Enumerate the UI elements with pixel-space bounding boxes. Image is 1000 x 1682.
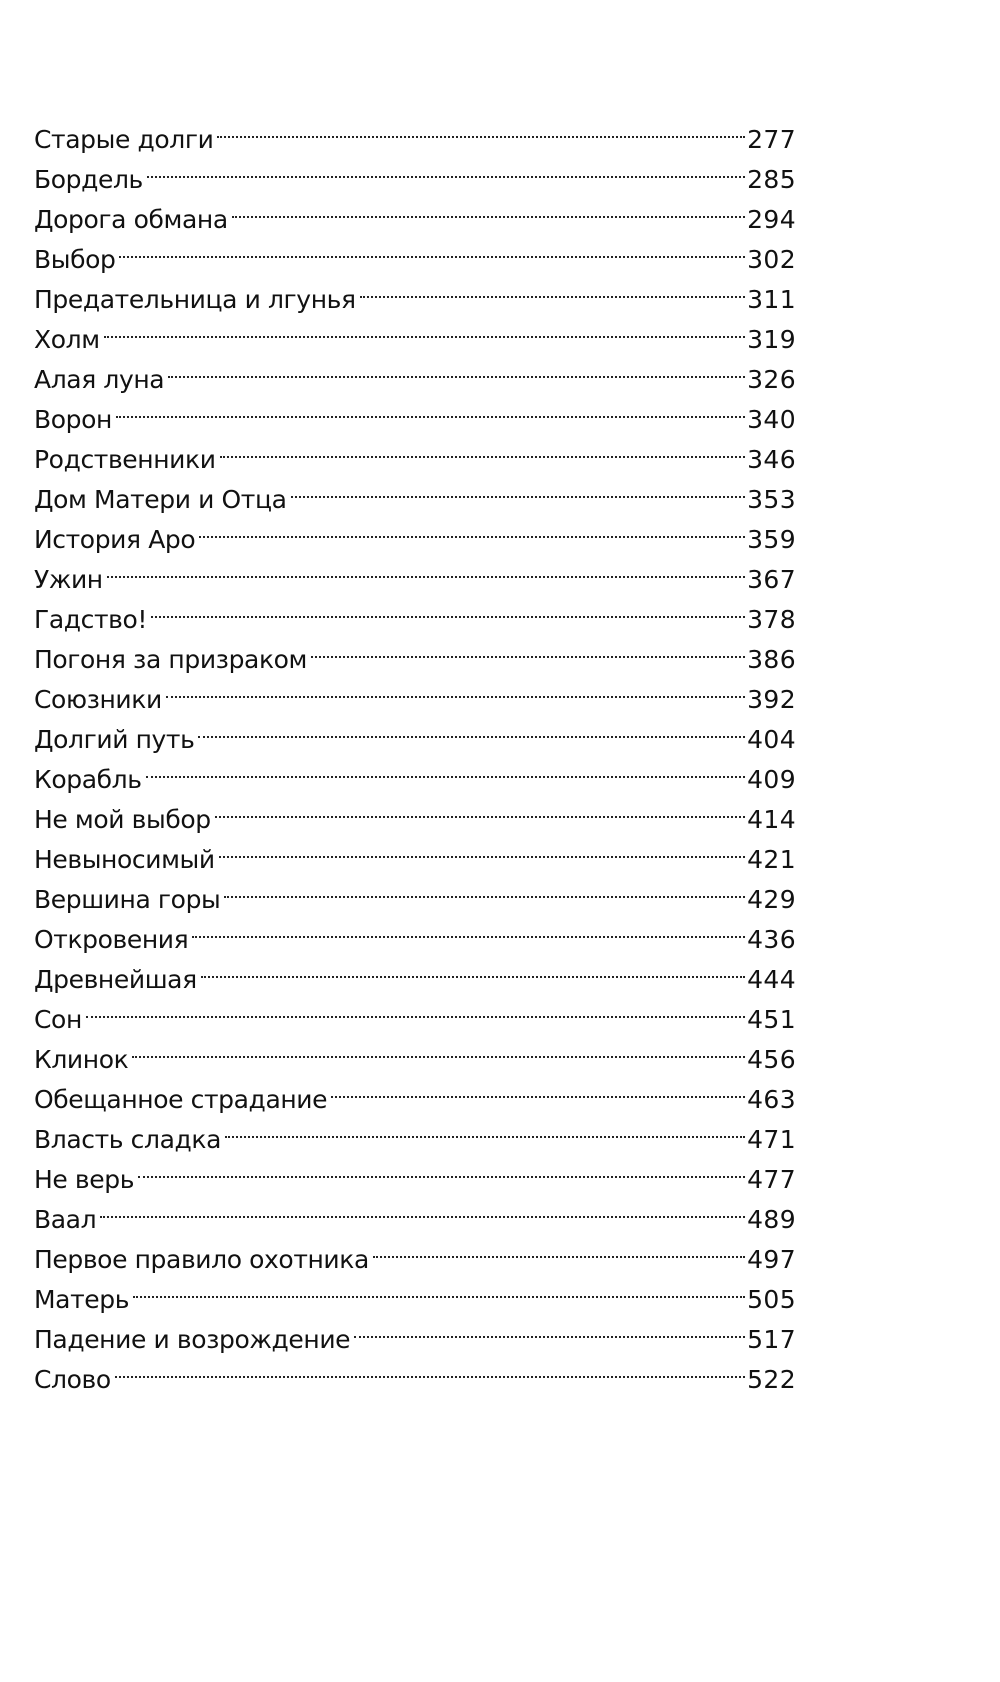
table-of-contents [34,108,796,1394]
toc-entry-page-number: 429 [747,885,796,914]
toc-entry-page-number: 392 [747,685,796,714]
toc-entry-title: Долгий путь [34,725,195,754]
dot-leader [138,1148,745,1188]
toc-entry-title: Ужин [34,565,103,594]
dot-leader [311,628,745,668]
dot-leader [199,508,745,548]
toc-entry-title: Падение и возрождение [34,1325,351,1354]
dot-leader [354,1308,745,1348]
toc-entry-title: Дом Матери и Отца [34,485,287,514]
dot-leader [360,268,745,308]
toc-entry-title: Невыносимый [34,845,215,874]
dot-leader [168,348,745,388]
toc-entry-title: Первое правило охотника [34,1245,369,1274]
toc-entry-title: Ваал [34,1205,97,1234]
dot-leader [224,868,745,908]
toc-entry [34,348,796,394]
dot-leader [100,1188,745,1228]
toc-entry [34,268,796,314]
toc-entry-page-number: 463 [747,1085,796,1114]
toc-entry-title: История Аро [34,525,196,554]
toc-entry-page-number: 505 [747,1285,796,1314]
dot-leader [86,988,745,1028]
toc-entry-title: Ворон [34,405,112,434]
toc-entry [34,188,796,234]
toc-entry-title: Древнейшая [34,965,197,994]
toc-entry-page-number: 444 [747,965,796,994]
toc-entry [34,1068,796,1114]
toc-entry-title: Дорога обмана [34,205,228,234]
dot-leader [215,788,745,828]
dot-leader [220,428,746,468]
dot-leader [132,1028,745,1068]
toc-entry [34,548,796,594]
toc-entry-page-number: 353 [747,485,796,514]
toc-entry-title: Матерь [34,1285,130,1314]
toc-entry-title: Власть сладка [34,1125,221,1154]
dot-leader [291,468,746,508]
toc-entry-title: Слово [34,1365,111,1394]
toc-entry-title: Сон [34,1005,82,1034]
toc-entry-title: Холм [34,325,100,354]
toc-entry-page-number: 497 [747,1245,796,1274]
dot-leader [331,1068,745,1108]
dot-leader [147,148,745,188]
toc-entry-title: Предательница и лгунья [34,285,356,314]
dot-leader [219,828,745,868]
toc-entry-page-number: 414 [747,805,796,834]
toc-entry [34,1148,796,1194]
toc-entry-page-number: 346 [747,445,796,474]
toc-entry [34,1028,796,1074]
dot-leader [373,1228,745,1268]
toc-entry-page-number: 311 [747,285,796,314]
toc-entry-title: Клинок [34,1045,129,1074]
toc-entry [34,388,796,434]
toc-entry-title: Родственники [34,445,216,474]
toc-entry-page-number: 294 [747,205,796,234]
toc-entry-page-number: 302 [747,245,796,274]
toc-entry [34,428,796,474]
dot-leader [133,1268,745,1308]
toc-entry-page-number: 367 [747,565,796,594]
toc-entry-title: Не мой выбор [34,805,211,834]
toc-entry [34,1308,796,1354]
toc-entry-title: Корабль [34,765,142,794]
toc-entry-title: Обещанное страдание [34,1085,328,1114]
toc-entry-title: Союзники [34,685,162,714]
dot-leader [151,588,745,628]
toc-entry [34,788,796,834]
toc-entry [34,1268,796,1314]
dot-leader [116,388,745,428]
toc-entry-page-number: 477 [747,1165,796,1194]
dot-leader [146,748,746,788]
toc-entry-title: Бордель [34,165,143,194]
toc-entry-page-number: 489 [747,1205,796,1234]
toc-entry-page-number: 378 [747,605,796,634]
toc-entry [34,308,796,354]
toc-entry [34,228,796,274]
toc-entry [34,1188,796,1234]
toc-entry-title: Выбор [34,245,116,274]
dot-leader [225,1108,745,1148]
dot-leader [198,708,745,748]
toc-entry-page-number: 456 [747,1045,796,1074]
toc-entry [34,988,796,1034]
toc-entry-title: Погоня за призраком [34,645,308,674]
toc-entry-page-number: 319 [747,325,796,354]
toc-entry [34,588,796,634]
toc-entry-page-number: 409 [747,765,796,794]
toc-entry-page-number: 471 [747,1125,796,1154]
dot-leader [166,668,745,708]
toc-entry-title: Не верь [34,1165,135,1194]
toc-entry-title: Старые долги [34,125,214,154]
toc-entry [34,1348,796,1394]
dot-leader [107,548,745,588]
toc-entry-page-number: 404 [747,725,796,754]
toc-entry-title: Алая луна [34,365,165,394]
toc-entry-page-number: 517 [747,1325,796,1354]
dot-leader [192,908,745,948]
toc-entry [34,108,796,154]
toc-entry-page-number: 436 [747,925,796,954]
toc-entry-title: Откровения [34,925,189,954]
toc-entry-page-number: 326 [747,365,796,394]
toc-entry-page-number: 522 [747,1365,796,1394]
toc-entry [34,1228,796,1274]
dot-leader [115,1348,745,1388]
toc-entry [34,148,796,194]
toc-entry-page-number: 277 [747,125,796,154]
toc-entry [34,628,796,674]
toc-entry-page-number: 451 [747,1005,796,1034]
toc-entry [34,748,796,794]
toc-entry-title: Гадство! [34,605,148,634]
dot-leader [217,108,745,148]
toc-entry-page-number: 340 [747,405,796,434]
dot-leader [119,228,745,268]
dot-leader [104,308,745,348]
toc-entry-title: Вершина горы [34,885,221,914]
toc-entry-page-number: 386 [747,645,796,674]
dot-leader [201,948,745,988]
toc-entry-page-number: 421 [747,845,796,874]
toc-entry-page-number: 359 [747,525,796,554]
dot-leader [232,188,745,228]
toc-entry-page-number: 285 [747,165,796,194]
